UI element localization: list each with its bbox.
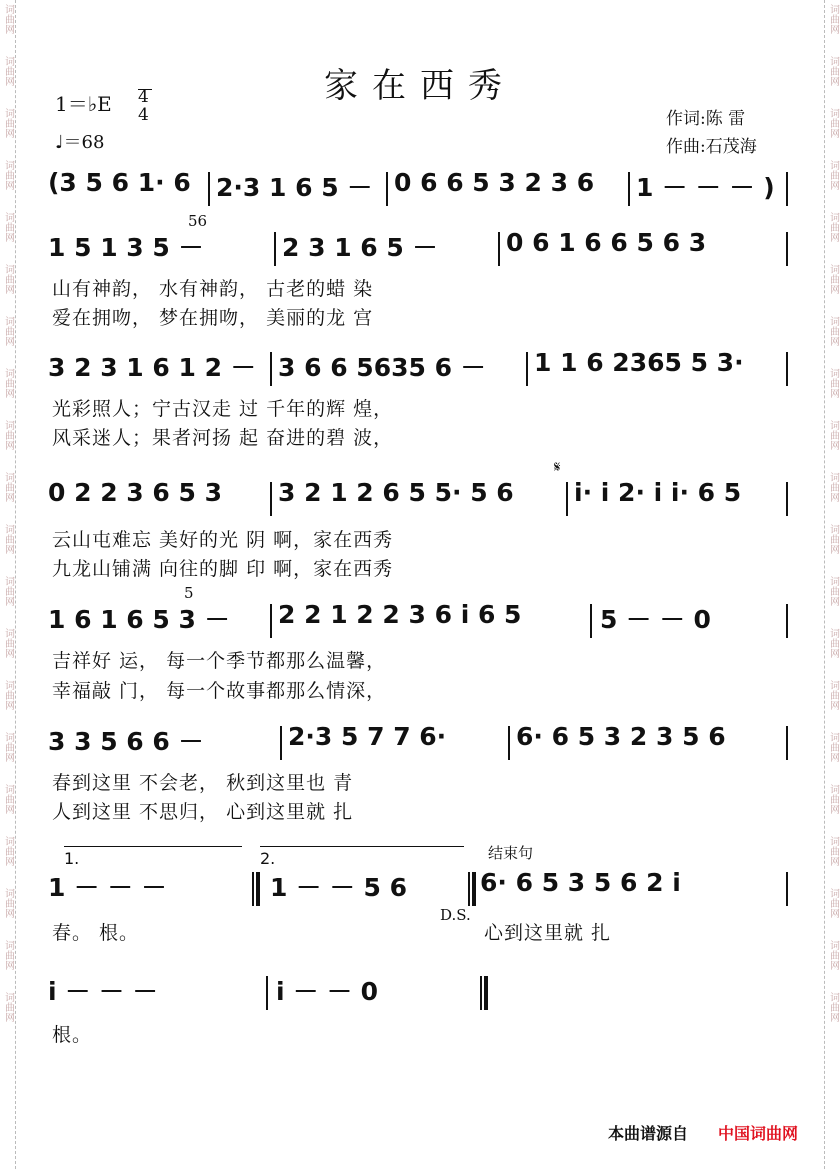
watermark-text: 词曲网	[827, 212, 839, 242]
measure: 1 － － － )	[636, 173, 775, 202]
source-label: 本曲谱源自	[608, 1124, 689, 1143]
watermark-text: 词曲网	[2, 472, 14, 502]
watermark-text: 词曲网	[827, 368, 839, 398]
watermark-text: 词曲网	[2, 732, 14, 762]
watermark-text: 词曲网	[827, 680, 839, 710]
watermark-text: 词曲网	[2, 420, 14, 450]
watermark-text: 词曲网	[2, 264, 14, 294]
watermark-text: 词曲网	[827, 784, 839, 814]
score-row	[48, 212, 788, 276]
measure: (3 5 6 1· 6	[48, 168, 191, 197]
watermark-text: 词曲网	[2, 628, 14, 658]
lyric-line: 吉祥好 运， 每一个季节都那么温馨，	[52, 650, 387, 672]
measure: 0 2 2 3 6 5 3	[48, 478, 222, 507]
lyric-line: 云山屯难忘 美好的光 阴 啊，家在西秀	[52, 529, 394, 551]
measure: 0 6 6 5 3 2 3 6	[394, 168, 595, 197]
watermark-text: 词曲网	[2, 56, 14, 86]
watermark-text: 词曲网	[827, 524, 839, 554]
score-row	[48, 868, 788, 916]
lyric-line: 幸福敲 门， 每一个故事都那么情深，	[52, 680, 387, 702]
watermark-text: 词曲网	[827, 472, 839, 502]
tempo-marking: ♩＝68	[55, 132, 105, 153]
lyric-line: 春到这里 不会老， 秋到这里也 青	[52, 772, 354, 794]
watermark-text: 词曲网	[2, 160, 14, 190]
lyric-line: 心到这里就 扎	[484, 922, 612, 944]
watermark-text: 词曲网	[827, 56, 839, 86]
measure: 6· 6 5 3 2 3 5 6	[516, 722, 726, 751]
watermark-text: 词曲网	[2, 524, 14, 554]
score-row	[48, 348, 788, 396]
measure: 3 3 5 6 6 －	[48, 727, 204, 756]
measure: 1 5 1 3 5 －	[48, 233, 204, 262]
watermark-text: 词曲网	[827, 316, 839, 346]
measure: 1 － － －	[48, 873, 167, 902]
lyricist-credit: 作词:陈 雷	[666, 109, 746, 129]
score-row	[48, 458, 788, 526]
left-watermark-strip	[0, 0, 16, 1169]
meter-top: 4	[138, 87, 149, 107]
volta-second-ending: 2.	[260, 846, 464, 868]
watermark-text: 词曲网	[827, 264, 839, 294]
score-row	[48, 722, 788, 770]
measure: 6· 6 5 3 5 6 2 i	[480, 868, 681, 897]
watermark-text: 词曲网	[2, 940, 14, 970]
watermark-text: 词曲网	[827, 732, 839, 762]
measure: 1 1 6 2365 5 3·	[534, 348, 744, 377]
score-row	[48, 972, 788, 1020]
watermark-text: 词曲网	[2, 212, 14, 242]
watermark-text: 词曲网	[827, 160, 839, 190]
time-signature	[138, 88, 149, 124]
measure: 2·3 5 7 7 6·	[288, 722, 447, 751]
measure: 2 2 1 2 2 3 6 i 6 5	[278, 600, 522, 629]
grace-note: 56	[188, 212, 208, 230]
measure: 5 － － 0	[600, 605, 711, 634]
watermark-text: 词曲网	[827, 836, 839, 866]
lyric-line: 九龙山铺满 向往的脚 印 啊，家在西秀	[52, 558, 394, 580]
volta-first-ending: 1.	[64, 846, 242, 868]
watermark-text: 词曲网	[2, 680, 14, 710]
lyric-line: 春。 根。	[52, 922, 140, 944]
measure: i － － 0	[276, 977, 379, 1006]
lyric-line: 光彩照人；宁古汉走 过 千年的辉 煌，	[52, 398, 394, 420]
measure: 3 6 6 5635 6 －	[278, 353, 486, 382]
measure: 3 2 1 2 6 5 5· 5 6	[278, 478, 514, 507]
measure: 2 3 1 6 5 －	[282, 233, 438, 262]
lyric-line: 山有神韵， 水有神韵， 古老的蜡 染	[52, 278, 374, 300]
watermark-text: 词曲网	[2, 368, 14, 398]
watermark-text: 词曲网	[827, 4, 839, 34]
watermark-text: 词曲网	[2, 4, 14, 34]
segno-sign: 𝄋	[554, 458, 561, 476]
site-link[interactable]: 中国词曲网	[718, 1124, 799, 1143]
watermark-text: 词曲网	[2, 836, 14, 866]
key-signature: 1＝♭E	[55, 92, 112, 116]
watermark-text: 词曲网	[2, 992, 14, 1022]
dal-segno: D.S.	[440, 906, 471, 924]
watermark-text: 词曲网	[827, 420, 839, 450]
watermark-text: 词曲网	[827, 888, 839, 918]
composer-credit: 作曲:石茂海	[666, 137, 757, 157]
watermark-text: 词曲网	[2, 784, 14, 814]
watermark-text: 词曲网	[827, 108, 839, 138]
grace-note: 5	[184, 584, 194, 602]
song-title: 家在西秀	[324, 66, 516, 106]
lyric-line: 根。	[52, 1024, 93, 1046]
watermark-text: 词曲网	[827, 940, 839, 970]
watermark-text: 词曲网	[827, 628, 839, 658]
watermark-text: 词曲网	[827, 992, 839, 1022]
watermark-text: 词曲网	[827, 576, 839, 606]
measure: 3 2 3 1 6 1 2 －	[48, 353, 256, 382]
measure: i· i 2· i i· 6 5	[574, 478, 742, 507]
score-row-intro	[48, 168, 788, 216]
measure: 0 6 1 6 6 5 6 3	[506, 228, 707, 257]
right-watermark-strip	[824, 0, 840, 1169]
lyric-line: 人到这里 不思归， 心到这里就 扎	[52, 801, 354, 823]
lyric-line: 风采迷人；果者河扬 起 奋进的碧 波，	[52, 427, 394, 449]
measure: 2·3 1 6 5 －	[216, 173, 373, 202]
score-row	[48, 584, 788, 648]
watermark-text: 词曲网	[2, 888, 14, 918]
watermark-text: 词曲网	[2, 576, 14, 606]
watermark-text: 词曲网	[2, 316, 14, 346]
measure: 1 － － 5 6	[270, 873, 407, 902]
coda-label: 结束句	[488, 844, 534, 862]
measure: 1 6 1 6 5 3 －	[48, 605, 230, 634]
measure: i － － －	[48, 977, 158, 1006]
lyric-line: 爱在拥吻， 梦在拥吻， 美丽的龙 宫	[52, 307, 374, 329]
meter-bottom: 4	[138, 105, 149, 125]
watermark-text: 词曲网	[2, 108, 14, 138]
